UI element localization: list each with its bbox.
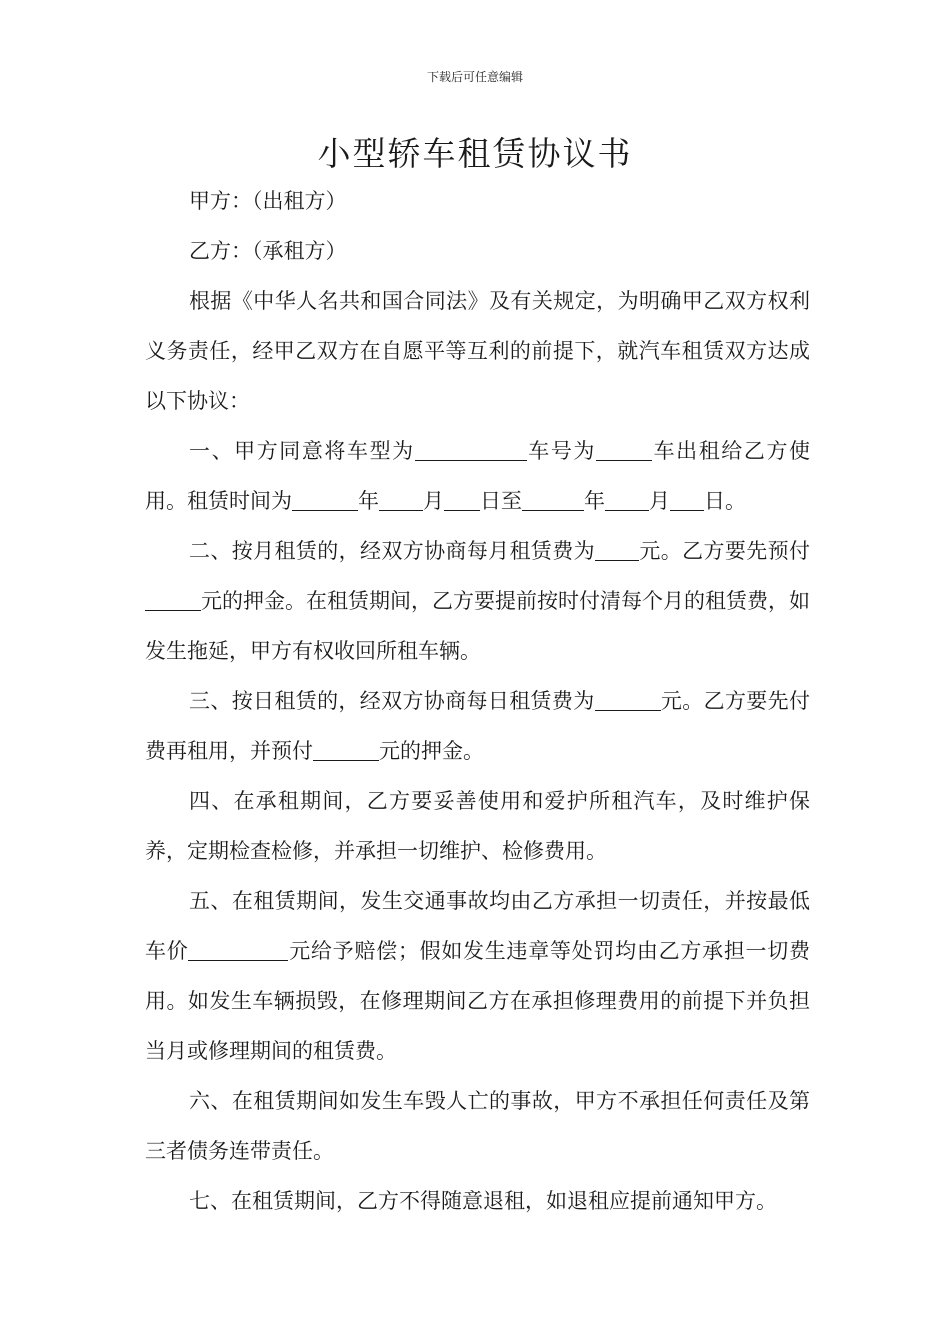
intro-paragraph: 根据《中华人名共和国合同法》及有关规定，为明确甲乙双方权利义务责任，经甲乙双方在自愿平等互利的前提下，就汽车租赁双方达成以下协议： bbox=[145, 289, 810, 413]
clause-2-text-b: 元。乙方要先预付 bbox=[639, 539, 811, 563]
clause-1-text-b: 车号为 bbox=[526, 439, 597, 463]
document-title: 小型轿车租赁协议书 bbox=[317, 134, 633, 173]
party-b-line: 乙方：（承租方） bbox=[189, 239, 347, 263]
clause-1-text-g: 年 bbox=[584, 489, 605, 513]
monthly-fee-blank bbox=[595, 538, 639, 561]
clause-3 bbox=[145, 676, 810, 776]
clause-1-text-h: 月 bbox=[649, 489, 670, 513]
compensation-price-blank bbox=[188, 938, 288, 961]
car-model-blank bbox=[415, 438, 527, 461]
daily-deposit-blank bbox=[313, 738, 379, 761]
clause-2-text-c: 元的押金。在租赁期间，乙方要提前按时付清每个月的租赁费，如发生拖延，甲方有权收回所租车辆。 bbox=[145, 589, 810, 663]
clause-1-text-f: 日至 bbox=[480, 489, 522, 513]
end-month-blank bbox=[605, 488, 649, 511]
document-body bbox=[145, 176, 810, 1226]
monthly-deposit-blank bbox=[145, 588, 201, 611]
clause-2 bbox=[145, 526, 810, 676]
clause-3-text-c: 元的押金。 bbox=[379, 739, 484, 763]
clause-7: 七、在租赁期间，乙方不得随意退租，如退租应提前通知甲方。 bbox=[189, 1189, 777, 1213]
clause-2-text-a: 二、按月租赁的，经双方协商每月租赁费为 bbox=[189, 539, 596, 563]
header-note: 下载后可任意编辑 bbox=[426, 70, 523, 84]
clause-1-text-c: 车出租给乙方使用。租赁时间为 bbox=[145, 439, 811, 513]
party-a-line: 甲方：（出租方） bbox=[189, 189, 347, 213]
end-year-blank bbox=[522, 488, 584, 511]
daily-fee-blank bbox=[595, 688, 661, 711]
clause-1-text-e: 月 bbox=[423, 489, 444, 513]
start-year-blank bbox=[292, 488, 358, 511]
clause-5 bbox=[145, 876, 810, 1076]
clause-1-text-a: 一、甲方同意将车型为 bbox=[189, 439, 415, 463]
start-day-blank bbox=[444, 488, 480, 511]
car-number-blank bbox=[596, 438, 652, 461]
end-day-blank bbox=[670, 488, 704, 511]
clause-5-text-a: 五、在租赁期间，发生交通事故均由乙方承担一切责任，并按最低车价 bbox=[145, 889, 810, 963]
clause-3-text-a: 三、按日租赁的，经双方协商每日租赁费为 bbox=[189, 689, 595, 713]
clause-1 bbox=[145, 426, 810, 526]
clause-5-text-b: 元给予赔偿；假如发生违章等处罚均由乙方承担一切费用。如发生车辆损毁，在修理期间乙方在承担修理费用的前提下并负担当月或修理期间的租赁费。 bbox=[145, 939, 811, 1063]
clause-3-text-b: 元。乙方要先付费再租用，并预付 bbox=[145, 689, 811, 763]
clause-1-text-i: 日。 bbox=[704, 489, 746, 513]
clause-6: 六、在租赁期间如发生车毁人亡的事故，甲方不承担任何责任及第三者债务连带责任。 bbox=[145, 1089, 810, 1163]
start-month-blank bbox=[379, 488, 423, 511]
clause-1-text-d: 年 bbox=[358, 489, 379, 513]
clause-4: 四、在承租期间，乙方要妥善使用和爱护所租汽车，及时维护保养，定期检查检修，并承担一切维护、检修费用。 bbox=[145, 789, 810, 863]
